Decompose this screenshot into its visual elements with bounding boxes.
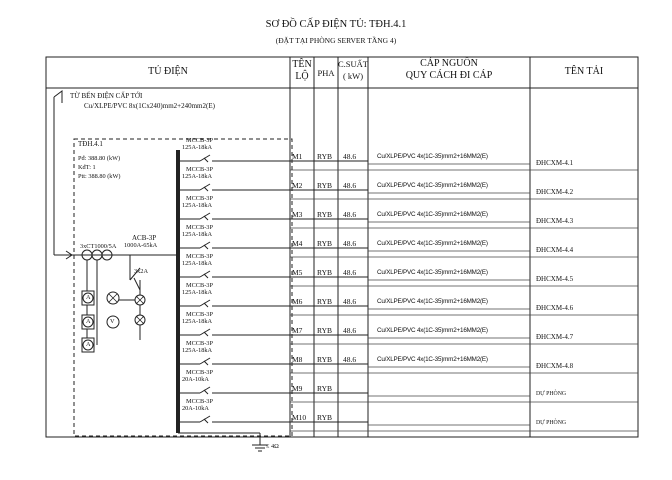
circuit-phase-4: RYB <box>317 239 333 248</box>
earth-label: ≤ 4Ω <box>266 443 279 450</box>
circuit-load-8: ĐHCXM-4.8 <box>536 362 574 370</box>
circuit-id-2: M2 <box>292 181 303 190</box>
circuit-cable-2: Cu/XLPE/PVC 4x(1C-35)mm2+16MM2(E) <box>377 182 488 189</box>
breaker-rating-8: 125A-18kA <box>182 347 213 354</box>
circuit-load-10: DỰ PHÒNG <box>536 420 567 426</box>
circuit-phase-6: RYB <box>317 297 333 306</box>
circuit-id-8: M8 <box>292 355 303 364</box>
header-pha: PHA <box>317 68 335 78</box>
breaker-rating-6: 125A-18kA <box>182 289 213 296</box>
breaker-type-1: MCCB-3P <box>186 137 213 144</box>
breaker-rating-5: 125A-18kA <box>182 260 213 267</box>
ammeter-2: A <box>86 318 91 325</box>
breaker-rating-10: 20A-10kA <box>182 405 209 412</box>
circuit-load-4: ĐHCXM-4.4 <box>536 246 574 254</box>
incoming-cable: Cu/XLPE/PVC 8x(1Cx240)mm2+240mm2(E) <box>84 102 215 110</box>
circuit-cable-5: Cu/XLPE/PVC 4x(1C-35)mm2+16MM2(E) <box>377 269 488 276</box>
breaker-rating-7: 125A-18kA <box>182 318 213 325</box>
circuit-id-1: M1 <box>292 152 303 161</box>
circuit-cable-1: Cu/XLPE/PVC 4x(1C-35)mm2+16MM2(E) <box>377 153 488 160</box>
circuit-id-3: M3 <box>292 210 303 219</box>
header-csuat: C.SUẤT ( kW) <box>338 59 368 81</box>
circuit-load-3: ĐHCXM-4.3 <box>536 217 574 225</box>
breaker-type-2: MCCB-3P <box>186 166 213 173</box>
circuit-phase-8: RYB <box>317 355 333 364</box>
breaker-rating-2: 125A-18kA <box>182 173 213 180</box>
panel-name: TĐH.4.1 <box>78 140 103 148</box>
circuit-power-1: 48.6 <box>343 152 357 161</box>
circuit-phase-10: RYB <box>317 413 333 422</box>
breaker-type-5: MCCB-3P <box>186 253 213 260</box>
breaker-type-10: MCCB-3P <box>186 398 213 405</box>
circuit-load-6: ĐHCXM-4.6 <box>536 304 574 312</box>
acb-type: ACB-3P <box>132 234 157 242</box>
circuit-cable-3: Cu/XLPE/PVC 4x(1C-35)mm2+16MM2(E) <box>377 211 488 218</box>
circuit-cable-8: Cu/XLPE/PVC 4x(1C-35)mm2+16MM2(E) <box>377 356 488 363</box>
circuit-id-6: M6 <box>292 297 303 306</box>
circuit-cable-7: Cu/XLPE/PVC 4x(1C-35)mm2+16MM2(E) <box>377 327 488 334</box>
circuit-power-5: 48.6 <box>343 268 357 277</box>
panel-ptt: Ptt: 388.80 (kW) <box>78 173 121 180</box>
breaker-type-8: MCCB-3P <box>186 340 213 347</box>
circuit-id-7: M7 <box>292 326 303 335</box>
header-ten: TÊN LỘ <box>292 59 312 82</box>
voltmeter: V <box>110 318 115 325</box>
header-load: TÊN TẢI <box>564 66 604 77</box>
circuit-phase-3: RYB <box>317 210 333 219</box>
breaker-rating-1: 125A-18kA <box>182 144 213 151</box>
breaker-rating-3: 125A-18kA <box>182 202 213 209</box>
panel-box <box>74 139 292 436</box>
diagram-title: SƠ ĐỒ CẤP ĐIỆN TỦ: TĐH.4.1 <box>265 19 407 30</box>
incoming-label: TỪ BẾN ĐIỆN CẤP TỚI <box>70 92 143 100</box>
ammeter-1: A <box>86 294 91 301</box>
circuit-load-9: DỰ PHÒNG <box>536 391 567 397</box>
circuit-id-5: M5 <box>292 268 303 277</box>
circuit-id-4: M4 <box>292 239 303 248</box>
breaker-rating-9: 20A-10kA <box>182 376 209 383</box>
breaker-type-4: MCCB-3P <box>186 224 213 231</box>
acb-rating: 1000A-65kA <box>124 242 158 249</box>
breaker-rating-4: 125A-18kA <box>182 231 213 238</box>
circuit-id-10: M10 <box>292 413 307 422</box>
header-panel: TỦ ĐIỆN <box>148 66 188 77</box>
circuit-cable-4: Cu/XLPE/PVC 4x(1C-35)mm2+16MM2(E) <box>377 240 488 247</box>
circuit-power-6: 48.6 <box>343 297 357 306</box>
fuse-label: 3x2A <box>134 268 148 275</box>
circuit-power-3: 48.6 <box>343 210 357 219</box>
circuit-phase-7: RYB <box>317 326 333 335</box>
circuit-power-7: 48.6 <box>343 326 357 335</box>
circuit-phase-2: RYB <box>317 181 333 190</box>
circuit-load-1: ĐHCXM-4.1 <box>536 159 574 167</box>
circuit-power-8: 48.6 <box>343 355 357 364</box>
circuit-load-7: ĐHCXM-4.7 <box>536 333 574 341</box>
panel-pd: Pđ: 388.80 (kW) <box>78 155 121 162</box>
circuit-power-2: 48.6 <box>343 181 357 190</box>
ammeter-3: A <box>86 341 91 348</box>
circuit-cable-6: Cu/XLPE/PVC 4x(1C-35)mm2+16MM2(E) <box>377 298 488 305</box>
circuit-power-4: 48.6 <box>343 239 357 248</box>
breaker-type-6: MCCB-3P <box>186 282 213 289</box>
circuit-id-9: M9 <box>292 384 303 393</box>
ct-label: 3xCT1000/5A <box>80 243 117 250</box>
header-cable: CÁP NGUỒN QUY CÁCH ĐI CÁP <box>405 58 493 81</box>
circuit-load-2: ĐHCXM-4.2 <box>536 188 574 196</box>
circuit-phase-1: RYB <box>317 152 333 161</box>
breaker-type-9: MCCB-3P <box>186 369 213 376</box>
diagram-subtitle: (ĐẶT TẠI PHÒNG SERVER TẦNG 4) <box>275 36 397 45</box>
panel-kdt: KđT: 1 <box>78 164 96 171</box>
breaker-type-3: MCCB-3P <box>186 195 213 202</box>
circuit-phase-9: RYB <box>317 384 333 393</box>
breaker-type-7: MCCB-3P <box>186 311 213 318</box>
circuit-phase-5: RYB <box>317 268 333 277</box>
circuit-load-5: ĐHCXM-4.5 <box>536 275 574 283</box>
